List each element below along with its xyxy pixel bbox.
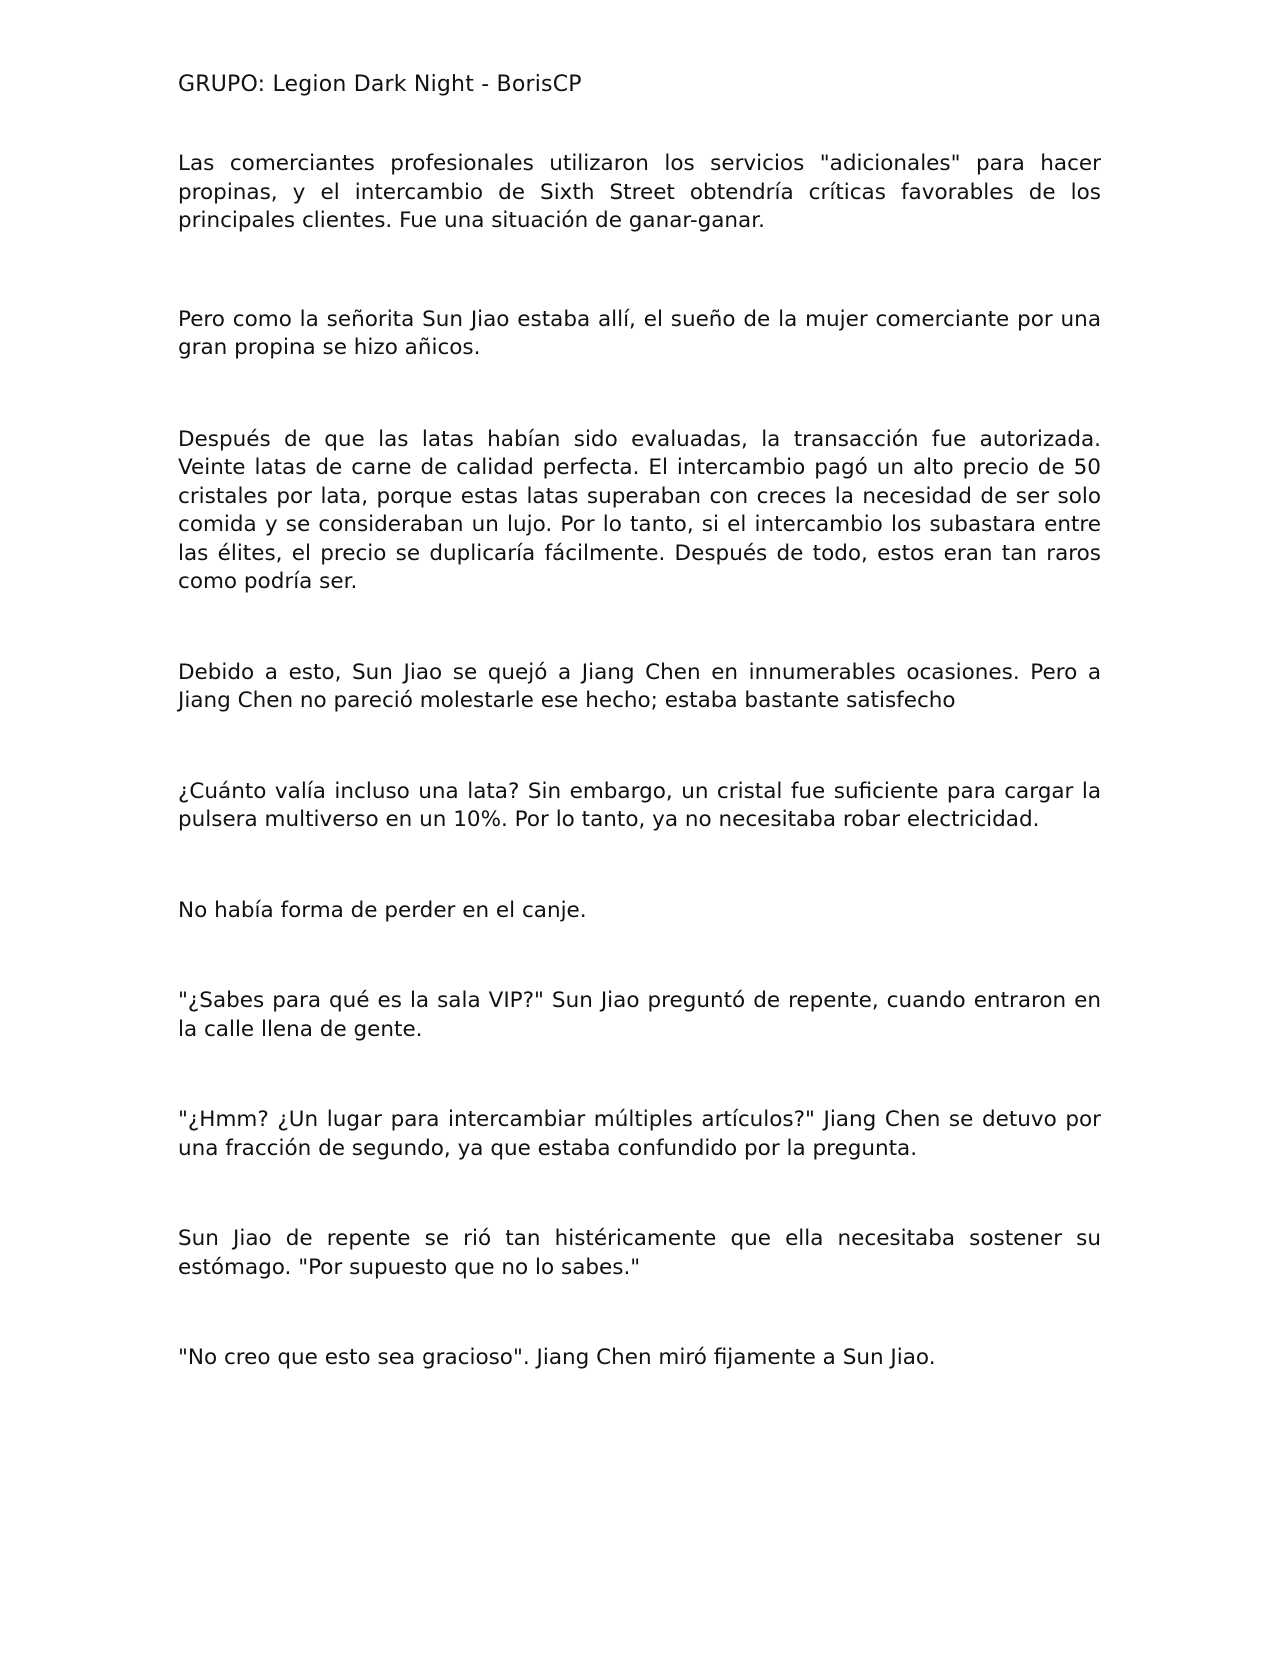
paragraph: "No creo que esto sea gracioso". Jiang Chen miró fijamente a Sun Jiao. — [178, 1345, 936, 1370]
paragraph: "¿Hmm? ¿Un lugar para intercambiar múltiples artículos?" Jiang Chen se detuvo por una fracción de segundo, ya que estaba confundido por la pregunta. — [178, 1107, 1101, 1161]
paragraph: "¿Sabes para qué es la sala VIP?" Sun Jiao preguntó de repente, cuando entraron en la calle llena de gente. — [178, 988, 1101, 1042]
paragraph: Después de que las latas habían sido evaluadas, la transacción fue autorizada. Veinte latas de carne de calidad perfecta. El intercambio pagó un alto precio de 50 cristales por lata, porque estas latas superaban con creces la necesidad de ser solo comida y se consideraban un lujo. Por lo tanto, si el intercambio los subastara entre las élites, el precio se duplicaría fácilmente. Después de todo, estos eran tan raros como podría ser. — [178, 426, 1101, 594]
document-page — [178, 70, 1101, 1373]
group-header: GRUPO: Legion Dark Night - BorisCP — [178, 72, 582, 97]
paragraph: Debido a esto, Sun Jiao se quejó a Jiang Chen en innumerables ocasiones. Pero a Jiang Chen no pareció molestarle ese hecho; estaba bastante satisfecho — [178, 659, 1101, 713]
paragraph: Las comerciantes profesionales utilizaron los servicios "adicionales" para hacer propinas, y el intercambio de Sixth Street obtendría críticas favorables de los principales clientes. Fue una situación de ganar-ganar. — [178, 151, 1101, 233]
paragraph: No había forma de perder en el canje. — [178, 897, 587, 923]
paragraph: Sun Jiao de repente se rió tan histéricamente que ella necesitaba sostener su estómago. "Por supuesto que no lo sabes." — [178, 1226, 1101, 1280]
paragraph: Pero como la señorita Sun Jiao estaba allí, el sueño de la mujer comerciante por una gran propina se hizo añicos. — [178, 306, 1101, 360]
paragraph: ¿Cuánto valía incluso una lata? Sin embargo, un cristal fue suficiente para cargar la pulsera multiverso en un 10%. Por lo tanto, ya no necesitaba robar electricidad. — [178, 778, 1101, 832]
